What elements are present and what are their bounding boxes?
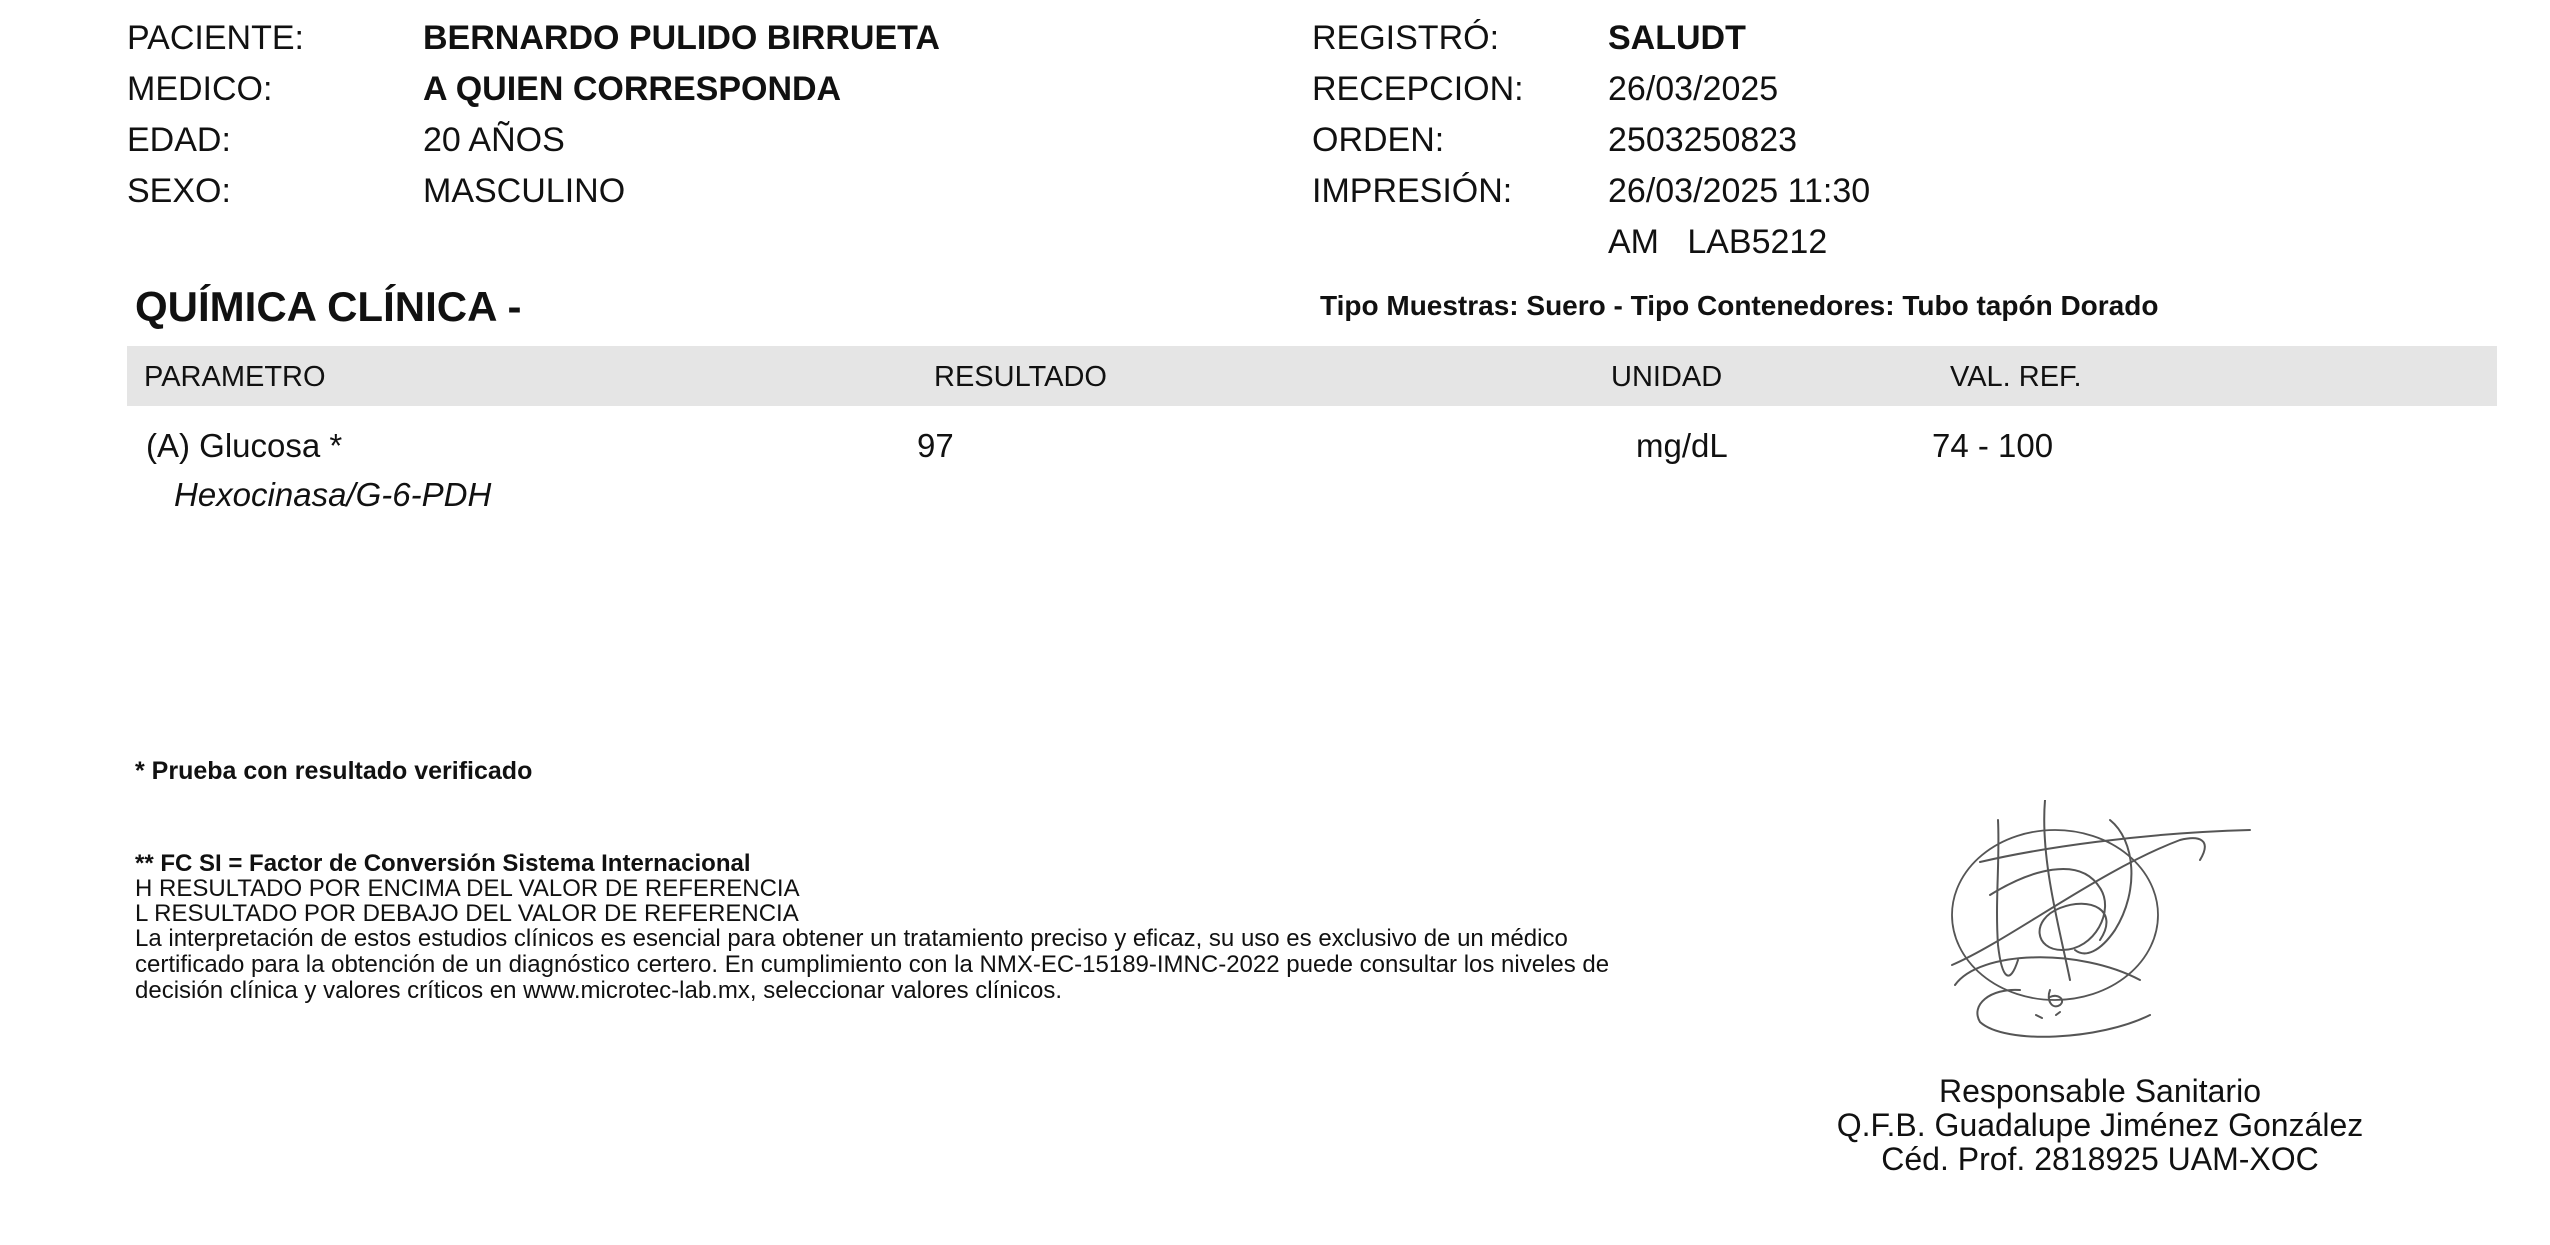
print-label: IMPRESIÓN: <box>1312 172 1513 210</box>
header-unit: UNIDAD <box>1611 361 1723 393</box>
header-parameter: PARAMETRO <box>144 361 326 393</box>
fc-si-note: ** FC SI = Factor de Conversión Sistema Internacional <box>135 850 751 877</box>
order-label: ORDEN: <box>1312 121 1445 159</box>
section-title: QUÍMICA CLÍNICA - <box>135 283 522 330</box>
row-unit: mg/dL <box>1636 427 1728 464</box>
row-ref: 74 - 100 <box>1932 427 2054 464</box>
signature-license: Céd. Prof. 2818925 UAM-XOC <box>1881 1141 2319 1177</box>
order-number: 2503250823 <box>1608 121 1798 159</box>
doctor-name: A QUIEN CORRESPONDA <box>423 70 842 108</box>
patient-name: BERNARDO PULIDO BIRRUETA <box>423 19 940 57</box>
header-result: RESULTADO <box>934 361 1107 393</box>
signature-role: Responsable Sanitario <box>1939 1073 2261 1109</box>
disclaimer-line-1: La interpretación de estos estudios clínicos es esencial para obtener un tratamiento preciso y eficaz, su uso es exclusivo de un médico <box>135 925 1568 952</box>
row-method: Hexocinasa/G-6-PDH <box>174 476 492 513</box>
low-legend: L RESULTADO POR DEBAJO DEL VALOR DE REFERENCIA <box>135 900 799 927</box>
row-result: 97 <box>917 427 954 464</box>
disclaimer-line-3: decisión clínica y valores críticos en www.microtec-lab.mx, seleccionar valores clínicos. <box>135 977 1062 1004</box>
print-datetime: 26/03/2025 11:30 <box>1608 172 1871 210</box>
table-header <box>127 346 2497 406</box>
registered-label: REGISTRÓ: <box>1312 19 1500 57</box>
disclaimer-line-2: certificado para la obtención de un diagnóstico certero. En cumplimiento con la NMX-EC-15189-IMNC-2022 puede consultar los niveles de <box>135 951 1610 978</box>
age-label: EDAD: <box>127 121 231 159</box>
doctor-label: MEDICO: <box>127 70 273 108</box>
print-datetime-line2: AM LAB5212 <box>1608 223 1828 261</box>
signature-name: Q.F.B. Guadalupe Jiménez González <box>1836 1107 2364 1143</box>
header-ref: VAL. REF. <box>1950 361 2082 393</box>
high-legend: H RESULTADO POR ENCIMA DEL VALOR DE REFERENCIA <box>135 875 800 902</box>
patient-label: PACIENTE: <box>127 19 304 57</box>
reception-date: 26/03/2025 <box>1608 70 1779 108</box>
row-parameter: (A) Glucosa * <box>146 427 343 464</box>
sex-label: SEXO: <box>127 172 231 210</box>
verified-note: * Prueba con resultado verificado <box>135 757 533 785</box>
reception-label: RECEPCION: <box>1312 70 1524 108</box>
age-value: 20 AÑOS <box>423 121 565 159</box>
sample-info: Tipo Muestras: Suero - Tipo Contenedores: Tubo tapón Dorado <box>1320 290 2159 321</box>
signature-image <box>1950 800 2260 1050</box>
registered-value: SALUDT <box>1608 19 1746 57</box>
sex-value: MASCULINO <box>423 172 626 210</box>
